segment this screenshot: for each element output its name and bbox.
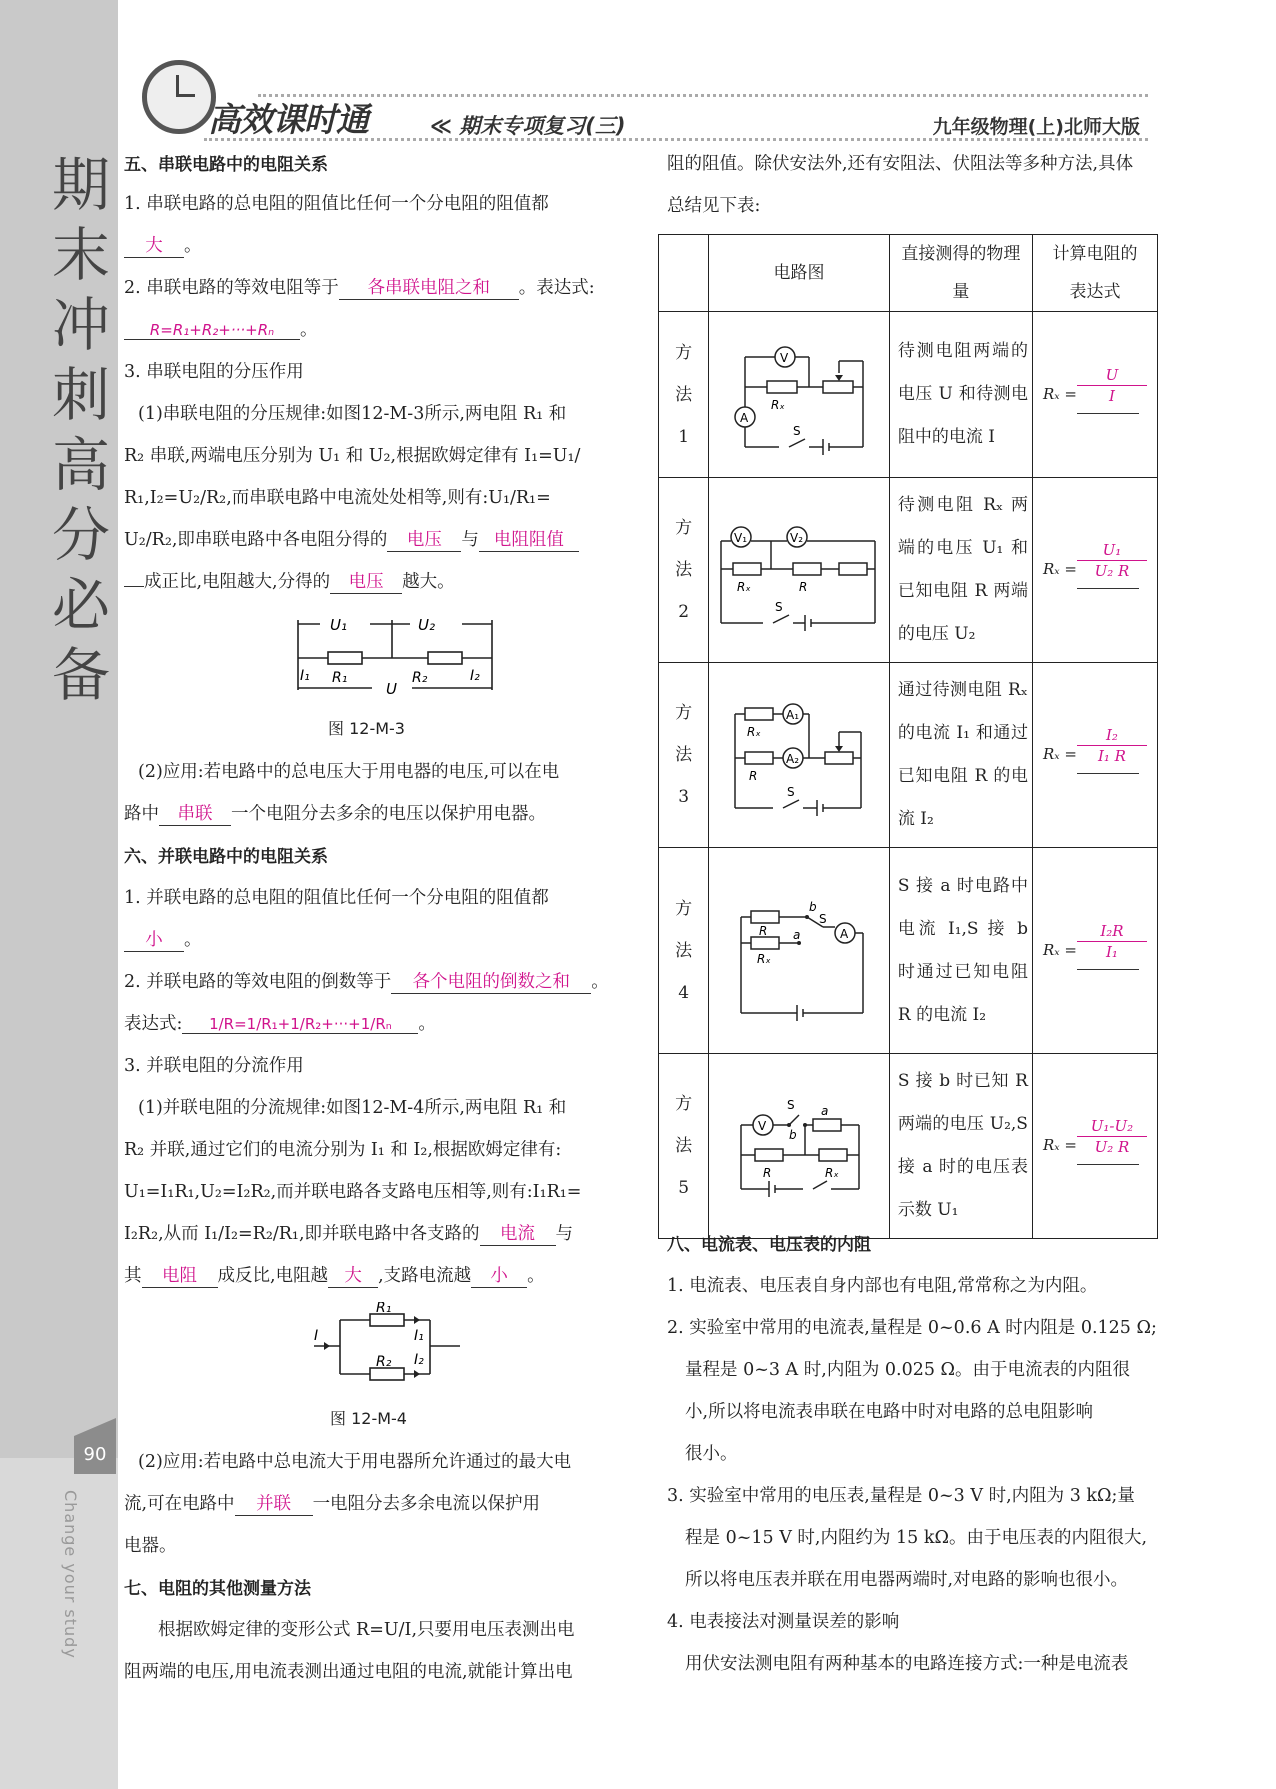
parallel-circuit-diagram	[310, 1302, 480, 1390]
text-line	[124, 274, 595, 300]
answer-blank: 各串联电阻之和	[339, 274, 519, 300]
text-line: 1. 串联电路的总电阻的阻值比任何一个分电阻的阻值都	[124, 194, 549, 214]
svg-text:I: I	[314, 1328, 319, 1344]
title-char: 期	[51, 151, 110, 219]
formula-lhs: Rₓ =	[1042, 940, 1077, 959]
text-line: U₁=I₁R₁,U₂=I₂R₂,而并联电路各支路电压相等,则有:I₁R₁=	[124, 1182, 582, 1202]
answer-blank: 电阻阻值	[479, 526, 579, 552]
sidebar-english-text: Change your study	[61, 1490, 80, 1659]
svg-text:I₂: I₂	[414, 1352, 424, 1368]
formula	[1039, 1116, 1157, 1176]
formula-lhs: Rₓ =	[1042, 1136, 1077, 1154]
formula-cell	[1032, 663, 1157, 848]
svg-text:Rₓ: Rₓ	[825, 1165, 839, 1180]
measurement-methods-table	[658, 234, 1158, 1239]
svg-text:a: a	[821, 1103, 829, 1118]
answer-underline	[1077, 1164, 1139, 1165]
table-row	[659, 1054, 1158, 1239]
svg-text:S: S	[819, 912, 827, 926]
fraction	[1077, 1116, 1147, 1157]
title-char: 分	[51, 501, 110, 569]
brand-logo: 高效课时通	[208, 100, 368, 139]
svg-text:b: b	[809, 900, 817, 914]
text-line: 3. 实验室中常用的电压表,量程是 0~3 V 时,内阻为 3 kΩ;量	[667, 1486, 1135, 1506]
formula-cell	[1032, 478, 1157, 663]
section-heading: 八、电流表、电压表的内阻	[667, 1235, 871, 1255]
table-row	[659, 312, 1158, 478]
answer-blank	[124, 586, 144, 587]
svg-text:I₁: I₁	[300, 668, 310, 684]
header-subtitle: ≪ 期末专项复习(三)	[430, 114, 626, 138]
figure-caption: 图 12-M-4	[330, 1409, 407, 1428]
vertical-title	[46, 150, 116, 710]
text-line: R₂ 并联,通过它们的电流分别为 I₁ 和 I₂,根据欧姆定律有:	[124, 1140, 562, 1160]
svg-text:S: S	[793, 424, 801, 438]
method-label	[659, 663, 709, 848]
method-label	[659, 1054, 709, 1239]
method-text: 方法3	[675, 703, 693, 807]
formula	[1039, 921, 1157, 981]
text-line: 总结见下表:	[667, 196, 761, 216]
svg-text:Rₓ: Rₓ	[747, 724, 761, 739]
answer-blank: 大	[124, 232, 184, 258]
text-line: 量程是 0~3 A 时,内阻为 0.025 Ω。由于电流表的内阻很	[685, 1360, 1131, 1380]
page-number: 90	[74, 1436, 116, 1474]
text-line	[124, 1262, 545, 1288]
alarm-clock-icon	[142, 60, 216, 134]
method-label	[659, 312, 709, 478]
answer-underline	[1077, 773, 1139, 774]
text-line: 根据欧姆定律的变形公式 R=U/I,只要用电压表测出电	[158, 1620, 575, 1640]
formula	[1039, 365, 1157, 425]
svg-text:V: V	[758, 1118, 767, 1133]
sidebar-lower-band	[0, 1458, 118, 1789]
text-line: R₂ 串联,两端电压分别为 U₁ 和 U₂,根据欧姆定律有 I₁=U₁/	[124, 446, 581, 466]
measured-quantity: 待测电阻 Rₓ 两端的电压 U₁ 和已知电阻 R 两端的电压 U₂	[889, 478, 1032, 663]
numerator: I₂	[1077, 725, 1147, 746]
text-line: 3. 并联电阻的分流作用	[124, 1056, 304, 1076]
circuit-cell	[709, 1054, 890, 1239]
formula-cell	[1032, 312, 1157, 478]
section-heading: 七、电阻的其他测量方法	[124, 1579, 311, 1599]
formula-lhs: Rₓ =	[1042, 560, 1077, 578]
text-fragment: 成正比,电阻越大,分得的	[144, 572, 331, 592]
answer-blank: 各个电阻的倒数之和	[391, 968, 591, 994]
text-fragment: 表达式:	[124, 1014, 183, 1034]
answer-blank: 大	[328, 1262, 378, 1288]
method-label	[659, 478, 709, 663]
svg-text:A₁: A₁	[786, 707, 800, 722]
method-label	[659, 848, 709, 1054]
svg-text:Rₓ: Rₓ	[757, 952, 771, 966]
fraction	[1077, 921, 1147, 962]
text-fragment: 一个电阻分去多余的电压以保护用电器。	[231, 804, 546, 824]
answer-blank: 小	[471, 1262, 527, 1288]
table-header-cell: 电路图	[709, 235, 890, 312]
svg-text:S: S	[787, 784, 795, 799]
formula	[1039, 540, 1157, 600]
text-line	[124, 800, 546, 826]
text-fragment: U₂/R₂,即串联电路中各电阻分得的	[124, 530, 388, 550]
circuit-diagram-method-4	[709, 863, 887, 1033]
svg-text:I₁: I₁	[414, 1328, 424, 1344]
text-line	[124, 968, 609, 994]
text-line: 阻两端的电压,用电流表测出通过电阻的电流,就能计算出电	[124, 1662, 573, 1682]
text-line: (1)并联电阻的分流规律:如图12-M-4所示,两电阻 R₁ 和	[138, 1098, 567, 1118]
svg-text:a: a	[793, 928, 801, 942]
text-fragment: 与	[555, 1224, 574, 1244]
text-fragment: 。	[184, 930, 202, 950]
figure-caption: 图 12-M-3	[328, 719, 405, 738]
title-char: 刺	[51, 361, 110, 429]
text-line	[124, 232, 202, 258]
answer-underline	[1077, 413, 1139, 414]
page-header	[118, 88, 1158, 140]
svg-text:R: R	[799, 579, 808, 594]
formula-cell	[1032, 1054, 1157, 1239]
method-text: 方法5	[675, 1094, 693, 1198]
method-text: 方法4	[675, 898, 693, 1003]
circuit-cell	[709, 663, 890, 848]
text-line: 3. 串联电阻的分压作用	[124, 362, 304, 382]
measured-quantity: S 接 a 时电路中电流 I₁,S 接 b 时通过已知电阻 R 的电流 I₂	[889, 848, 1032, 1054]
answer-blank: 电压	[387, 526, 461, 552]
denominator: U₂ R	[1094, 1138, 1130, 1156]
numerator: U₁	[1077, 540, 1147, 561]
fraction	[1077, 540, 1147, 581]
formula-lhs: Rₓ =	[1042, 745, 1077, 763]
svg-text:S: S	[787, 1097, 795, 1112]
answer-blank: R=R₁+R₂+···+Rₙ	[124, 321, 300, 340]
text-line: (1)串联电阻的分压规律:如图12-M-3所示,两电阻 R₁ 和	[138, 404, 567, 424]
formula-cell	[1032, 848, 1157, 1054]
circuit-diagram-method-1	[709, 317, 887, 467]
circuit-cell	[709, 478, 890, 663]
svg-text:A: A	[840, 927, 849, 941]
answer-blank: 电阻	[142, 1262, 218, 1288]
section-heading: 五、串联电路中的电阻关系	[124, 155, 328, 175]
svg-text:b: b	[789, 1127, 797, 1142]
svg-text:V: V	[780, 351, 789, 365]
text-fragment: 2. 并联电路的等效电阻的倒数等于	[124, 972, 392, 992]
text-line: 用伏安法测电阻有两种基本的电路连接方式:一种是电流表	[685, 1654, 1129, 1674]
title-char: 备	[51, 641, 110, 709]
text-line: (2)应用:若电路中总电流大于用电器所允许通过的最大电	[138, 1452, 572, 1472]
text-line: 所以将电压表并联在用电器两端时,对电路的影响也很小。	[685, 1570, 1129, 1590]
fraction	[1077, 365, 1147, 406]
text-fragment: 2. 串联电路的等效电阻等于	[124, 278, 339, 298]
title-char: 末	[51, 221, 110, 289]
table-row	[659, 478, 1158, 663]
method-text: 方法2	[675, 518, 693, 622]
method-text: 方法1	[675, 342, 693, 447]
text-line	[124, 926, 202, 952]
svg-text:R₂: R₂	[376, 1354, 392, 1370]
denominator: I₁ R	[1097, 747, 1126, 765]
title-char: 必	[51, 571, 110, 639]
table-header-cell: 计算电阻的表达式	[1032, 235, 1157, 312]
denominator: I	[1109, 386, 1115, 405]
text-line: 4. 电表接法对测量误差的影响	[667, 1612, 900, 1632]
series-circuit-diagram	[292, 608, 502, 708]
text-fragment: 越大。	[402, 572, 455, 592]
svg-text:Rₓ: Rₓ	[737, 579, 751, 594]
answer-underline	[1077, 588, 1139, 589]
table-header-cell: 直接测得的物理量	[889, 235, 1032, 312]
svg-text:U₂: U₂	[418, 616, 435, 634]
answer-blank: 电流	[480, 1220, 556, 1246]
text-fragment: 流,可在电路中	[124, 1494, 235, 1514]
text-fragment: 。	[418, 1014, 436, 1034]
text-fragment: 。	[300, 320, 318, 340]
svg-text:R: R	[749, 768, 758, 783]
table-row	[659, 663, 1158, 848]
table-header-cell	[659, 235, 709, 312]
text-line	[124, 1220, 573, 1246]
measured-quantity: 通过待测电阻 Rₓ 的电流 I₁ 和通过已知电阻 R 的电流 I₂	[889, 663, 1032, 848]
svg-text:A₂: A₂	[786, 751, 800, 766]
answer-blank: 1/R=1/R₁+1/R₂+···+1/Rₙ	[182, 1015, 418, 1034]
svg-text:Rₓ: Rₓ	[771, 398, 785, 412]
denominator: U₂ R	[1094, 562, 1130, 580]
answer-blank: 电压	[330, 568, 402, 594]
svg-text:R₁: R₁	[376, 1302, 392, 1316]
svg-text:V₁: V₁	[734, 530, 748, 545]
text-line: 小,所以将电流表串联在电路中时对电路的总电阻影响	[685, 1402, 1094, 1422]
numerator: U	[1077, 365, 1147, 386]
svg-text:R₁: R₁	[332, 670, 348, 686]
answer-blank: 小	[124, 926, 184, 952]
svg-text:R₂: R₂	[412, 670, 428, 686]
circuit-diagram-method-5	[709, 1069, 887, 1219]
svg-text:V₂: V₂	[790, 530, 804, 545]
table-row	[659, 848, 1158, 1054]
svg-text:R: R	[759, 924, 768, 938]
section-heading: 六、并联电路中的电阻关系	[124, 847, 328, 867]
text-line	[124, 316, 318, 341]
text-line: 很小。	[685, 1444, 738, 1464]
circuit-cell	[709, 312, 890, 478]
text-fragment: I₂R₂,从而 I₁/I₂=R₂/R₁,即并联电路中各支路的	[124, 1224, 480, 1244]
text-fragment: 一电阻分去多余电流以保护用	[312, 1494, 541, 1514]
svg-text:I₂: I₂	[470, 668, 480, 684]
answer-blank: 串联	[159, 800, 231, 826]
text-line: 1. 并联电路的总电阻的阻值比任何一个分电阻的阻值都	[124, 888, 549, 908]
text-line: (2)应用:若电路中的总电压大于用电器的电压,可以在电	[138, 762, 560, 782]
svg-text:A: A	[740, 411, 749, 425]
header-dotted-line	[258, 94, 1148, 100]
circuit-cell	[709, 848, 890, 1054]
measured-quantity: 待测电阻两端的电压 U 和待测电阻中的电流 I	[889, 312, 1032, 478]
measured-quantity: S 接 b 时已知 R 两端的电压 U₂,S 接 a 时的电压表示数 U₁	[889, 1054, 1032, 1239]
text-line: 2. 实验室中常用的电流表,量程是 0~0.6 A 时内阻是 0.125 Ω;	[667, 1318, 1157, 1338]
text-line	[124, 1490, 540, 1516]
denominator: I₁	[1105, 942, 1118, 961]
text-line: 电器。	[124, 1536, 177, 1556]
formula	[1039, 725, 1157, 785]
text-line	[124, 526, 579, 552]
sidebar	[0, 0, 118, 1789]
table-header-row	[659, 235, 1158, 312]
svg-text:U₁: U₁	[330, 616, 347, 634]
text-fragment: 。表达式:	[518, 278, 595, 298]
text-fragment: 。	[527, 1266, 545, 1286]
text-fragment: 。	[591, 972, 609, 992]
svg-text:R: R	[763, 1165, 772, 1180]
formula-lhs: Rₓ =	[1042, 384, 1077, 403]
text-line: R₁,I₂=U₂/R₂,而串联电路中电流处处相等,则有:U₁/R₁=	[124, 488, 551, 508]
circuit-diagram-method-3	[709, 678, 887, 828]
text-line: 阻的阻值。除伏安法外,还有安阻法、伏阻法等多种方法,具体	[667, 154, 1134, 174]
fraction	[1077, 725, 1147, 766]
text-fragment: ,支路电流越	[378, 1266, 472, 1286]
answer-blank: 并联	[235, 1490, 313, 1516]
header-grade: 九年级物理(上)北师大版	[932, 116, 1140, 138]
text-fragment: 其	[124, 1266, 142, 1286]
text-fragment: 路中	[124, 804, 159, 824]
text-fragment: 与	[461, 530, 479, 550]
title-char: 高	[51, 431, 110, 499]
text-line	[124, 1010, 436, 1035]
svg-text:U: U	[386, 680, 397, 698]
answer-underline	[1077, 969, 1139, 970]
numerator: U₁-U₂	[1077, 1116, 1147, 1137]
text-line: 程是 0~15 V 时,内阻约为 15 kΩ。由于电压表的内阻很大,	[685, 1528, 1148, 1548]
text-fragment: 成反比,电阻越	[217, 1266, 329, 1286]
text-fragment: 。	[184, 236, 202, 256]
numerator: I₂R	[1077, 921, 1147, 942]
circuit-diagram-method-2	[709, 493, 887, 643]
text-line	[124, 568, 455, 594]
text-line: 1. 电流表、电压表自身内部也有电阻,常常称之为内阻。	[667, 1276, 1098, 1296]
svg-text:S: S	[775, 599, 783, 614]
title-char: 冲	[51, 291, 110, 359]
